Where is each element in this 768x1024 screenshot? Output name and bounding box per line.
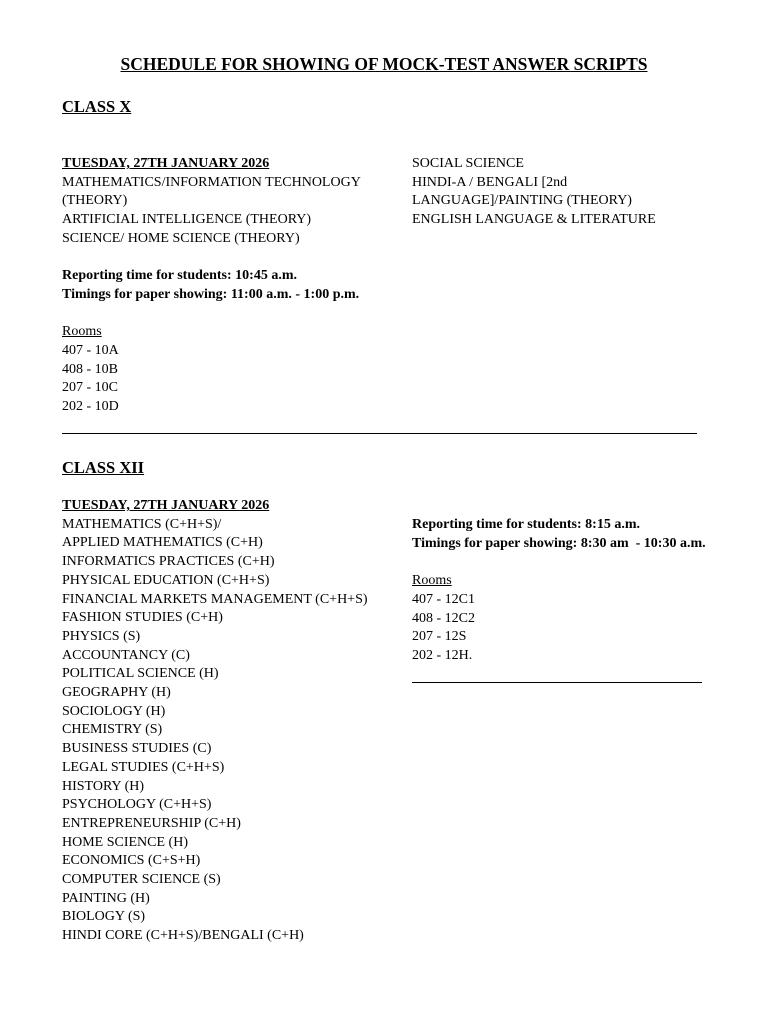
class-xii-subject: ECONOMICS (C+S+H) — [62, 853, 201, 869]
class-x-room: 207 - 10C — [62, 380, 118, 396]
class-xii-subject: HOME SCIENCE (H) — [62, 834, 188, 850]
class-xii-heading: CLASS XII — [62, 458, 145, 477]
class-x-subject: ARTIFICIAL INTELLIGENCE (THEORY) — [62, 212, 312, 228]
class-xii-rooms-label: Rooms — [412, 573, 452, 589]
class-xii-subject: CHEMISTRY (S) — [62, 722, 163, 738]
class-xii-subject: PAINTING (H) — [62, 890, 150, 906]
class-xii-subject: APPLIED MATHEMATICS (C+H) — [62, 535, 263, 551]
class-x-right-column — [412, 155, 656, 230]
class-xii-subject: SOCIOLOGY (H) — [62, 703, 166, 719]
class-x-subject: (THEORY) — [62, 193, 128, 209]
class-x-subject: HINDI-A / BENGALI [2nd — [412, 174, 568, 190]
class-xii-subject: HISTORY (H) — [62, 778, 145, 794]
class-x-subject: SCIENCE/ HOME SCIENCE (THEORY) — [62, 230, 300, 246]
class-xii-subject: PHYSICAL EDUCATION (C+H+S) — [62, 572, 270, 588]
class-xii-subject: FASHION STUDIES (C+H) — [62, 610, 223, 626]
class-x-subject: MATHEMATICS/INFORMATION TECHNOLOGY — [62, 174, 361, 190]
class-x-left-column — [62, 155, 361, 417]
class-xii-subject: ACCOUNTANCY (C) — [62, 647, 190, 663]
class-xii-info-column — [412, 516, 706, 666]
class-x-reporting-time: Reporting time for students: 10:45 a.m. — [62, 268, 297, 284]
class-xii-subject: ENTREPRENEURSHIP (C+H) — [62, 815, 241, 831]
class-x-subject: LANGUAGE]/PAINTING (THEORY) — [412, 193, 632, 209]
document-title: SCHEDULE FOR SHOWING OF MOCK-TEST ANSWER SCRIPTS — [120, 54, 648, 74]
class-xii-subject: MATHEMATICS (C+H+S)/ — [62, 516, 222, 532]
class-xii-subject: COMPUTER SCIENCE (S) — [62, 872, 221, 888]
class-xii-showing-time: Timings for paper showing: 8:30 am - 10:30 a.m. — [412, 535, 706, 551]
class-xii-subject: BIOLOGY (S) — [62, 909, 146, 925]
class-xii-subject: FINANCIAL MARKETS MANAGEMENT (C+H+S) — [62, 591, 368, 607]
class-x-heading: CLASS X — [62, 97, 132, 116]
class-xii-subject: PSYCHOLOGY (C+H+S) — [62, 797, 212, 813]
class-xii-subject: INFORMATICS PRACTICES (C+H) — [62, 554, 275, 570]
class-xii-room: 408 - 12C2 — [412, 610, 475, 626]
class-xii-room: 207 - 12S — [412, 629, 467, 645]
class-xii-date: TUESDAY, 27TH JANUARY 2026 — [62, 498, 270, 513]
class-x-subject: ENGLISH LANGUAGE & LITERATURE — [412, 212, 656, 228]
class-x-date: TUESDAY, 27TH JANUARY 2026 — [62, 156, 270, 171]
class-xii-divider — [412, 682, 702, 683]
section-divider — [62, 433, 697, 434]
class-xii-subjects-column — [62, 497, 368, 946]
class-xii-subject: LEGAL STUDIES (C+H+S) — [62, 759, 225, 775]
class-xii-subject: PHYSICS (S) — [62, 628, 141, 644]
class-xii-subject: GEOGRAPHY (H) — [62, 685, 171, 701]
class-x-rooms-label: Rooms — [62, 324, 102, 340]
class-xii-room: 407 - 12C1 — [412, 591, 475, 607]
class-xii-room: 202 - 12H. — [412, 647, 473, 663]
class-x-subject: SOCIAL SCIENCE — [412, 156, 524, 171]
class-x-room: 408 - 10B — [62, 361, 118, 377]
class-x-room: 202 - 10D — [62, 399, 119, 415]
class-x-showing-time: Timings for paper showing: 11:00 a.m. - 1:00 p.m. — [62, 286, 360, 302]
class-xii-subject: BUSINESS STUDIES (C) — [62, 741, 212, 757]
class-xii-subject: HINDI CORE (C+H+S)/BENGALI (C+H) — [62, 928, 304, 944]
class-xii-reporting-time: Reporting time for students: 8:15 a.m. — [412, 517, 640, 532]
class-x-room: 407 - 10A — [62, 343, 119, 358]
class-xii-subject: POLITICAL SCIENCE (H) — [62, 666, 219, 682]
